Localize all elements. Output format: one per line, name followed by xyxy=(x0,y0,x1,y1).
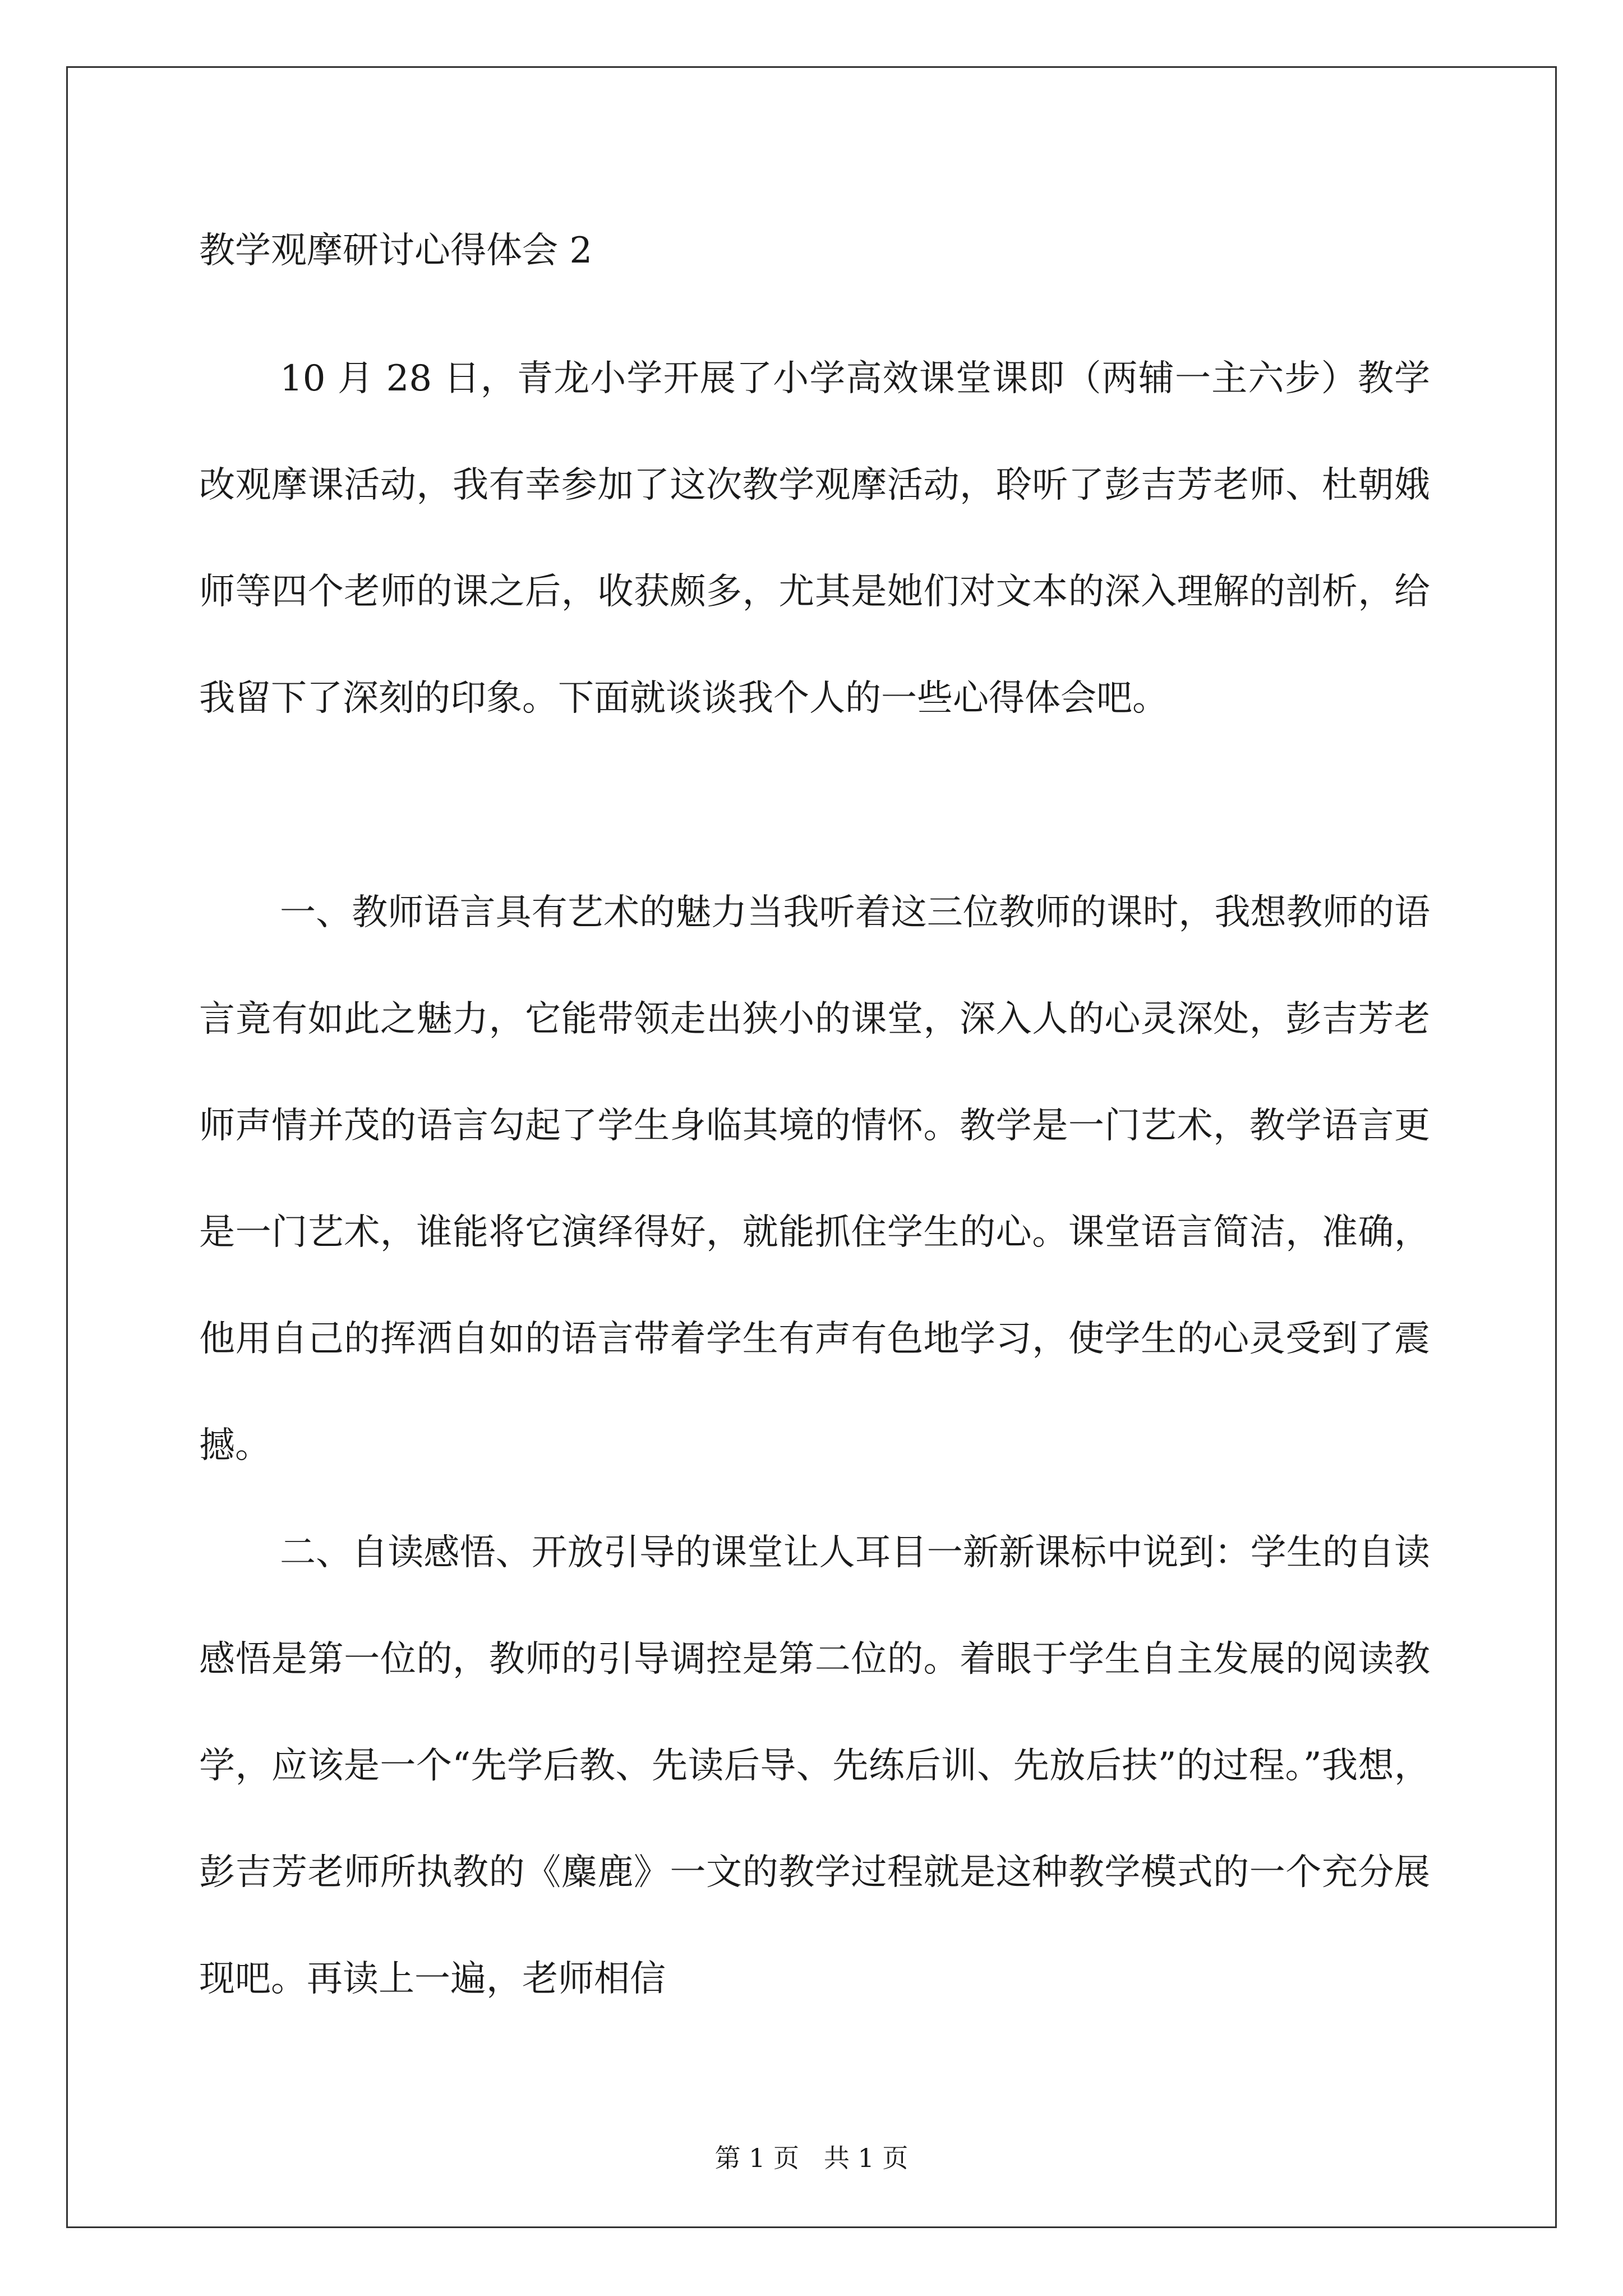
paragraph-2: 一、教师语言具有艺术的魅力当我听着这三位教师的课时，我想教师的语言竟有如此之魅力，它能带领走出狭小的课堂，深入人的心灵深处，彭吉芳老师声情并茂的语言勾起了学生身临其境的情怀。教学是一门艺术，教学语言更是一门艺术，谁能将它演绎得好，就能抓住学生的心。课堂语言简洁，准确，他用自己的挥洒自如的语言带着学生有声有色地学习，使学生的心灵受到了震撼。 xyxy=(199,892,1430,1466)
paragraph-1: 10 月 28 日，青龙小学开展了小学高效课堂课即（两辅一主六步）教学改观摩课活动，我有幸参加了这次教学观摩活动，聆听了彭吉芳老师、杜朝娥师等四个老师的课之后，收获颇多，尤其是她们对文本的深入理解的剖析，给我留下了深刻的印象。下面就谈谈我个人的一些心得体会吧。 xyxy=(199,358,1430,719)
page-footer: 第 1 页 共 1 页 xyxy=(714,2143,909,2173)
document-title: 教学观摩研讨心得体会 2 xyxy=(199,230,593,272)
paragraph-3: 二、自读感悟、开放引导的课堂让人耳目一新新课标中说到：学生的自读感悟是第一位的，教师的引导调控是第二位的。着眼于学生自主发展的阅读教学，应该是一个“先学后教、先读后导、先练后训、先放后扶”的过程。”我想，彭吉芳老师所执教的《麋鹿》一文的教学过程就是这种教学模式的一个充分展现吧。再读上一遍，老师相信 xyxy=(199,1532,1430,2000)
